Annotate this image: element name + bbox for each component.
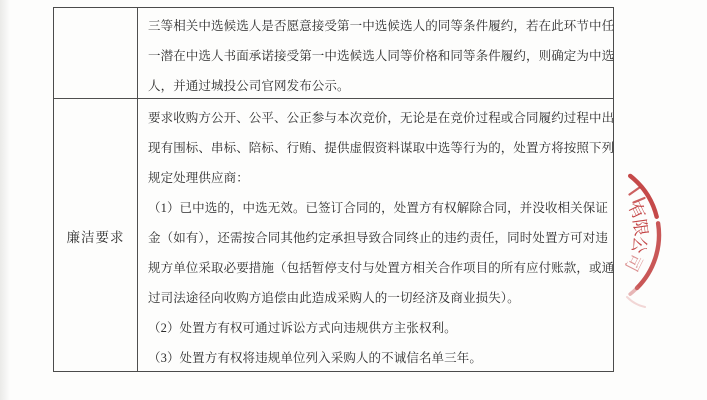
terms-table (53, 7, 614, 372)
seal-border-arc (630, 176, 657, 217)
clause-text-line: 三等相关中选候选人是否愿意接受第一中选候选人的同等条件履约，若在此环节中任 (148, 19, 615, 33)
clause-text-line: （1）已中选的，中选无效。已签订合同的，处置方有权解除合同，并没收相关保证 (148, 201, 608, 215)
continuation-clause-cell (148, 11, 615, 101)
integrity-row-label-cell (54, 98, 137, 373)
seal-character-gong: 公 (628, 234, 650, 256)
scan-paper-edge (0, 0, 10, 400)
clause-text-line: 规方单位采取必要措施（包括暂停支付与处置方相关合作项目的所有应付账款，或通 (148, 261, 615, 275)
seal-ink-smudge (627, 297, 645, 307)
clause-text-line: 过司法途径向收购方追偿由此造成采购人的一切经济及商业损失）。 (148, 291, 520, 305)
seal-border-arc (630, 288, 637, 294)
clause-text-line: 人，并通过城投公司官网发布公示。 (148, 79, 350, 93)
integrity-requirements-cell (148, 103, 615, 373)
clause-text-line: （3）处置方有权将违规单位列入采购人的不诚信名单三年。 (148, 351, 482, 365)
seal-partial-character-strokes (630, 188, 645, 203)
clause-text-line: 现有围标、串标、陪标、行贿、提供虚假资料谋取中选等行为的，处置方将按照下列 (148, 141, 615, 155)
seal-border-arc (637, 223, 659, 288)
seal-character-you: 有 (624, 198, 649, 223)
clause-text-line: 金（如有），还需按合同其他约定承担导致合同终止的违约责任，同时处置方可对违 (148, 231, 608, 245)
seal-character-xian: 限 (629, 217, 651, 238)
table-column-divider (137, 8, 138, 371)
clause-text-line: （2）处置方有权可通过诉讼方式向违规供方主张权利。 (148, 321, 457, 335)
clause-text-line: 要求收购方公开、公平、公正参与本次竞价，无论是在竞价过程或合同履约过程中出 (148, 111, 615, 125)
seal-character-si: 司 (621, 250, 646, 275)
clause-text-line: 一潜在中选人书面承诺接受第一中选候选人同等价格和同等条件履约，则确定为中选 (148, 49, 615, 63)
integrity-row-label: 廉洁要求 (66, 229, 125, 245)
clause-text-line: 规定处理供应商： (148, 171, 249, 185)
